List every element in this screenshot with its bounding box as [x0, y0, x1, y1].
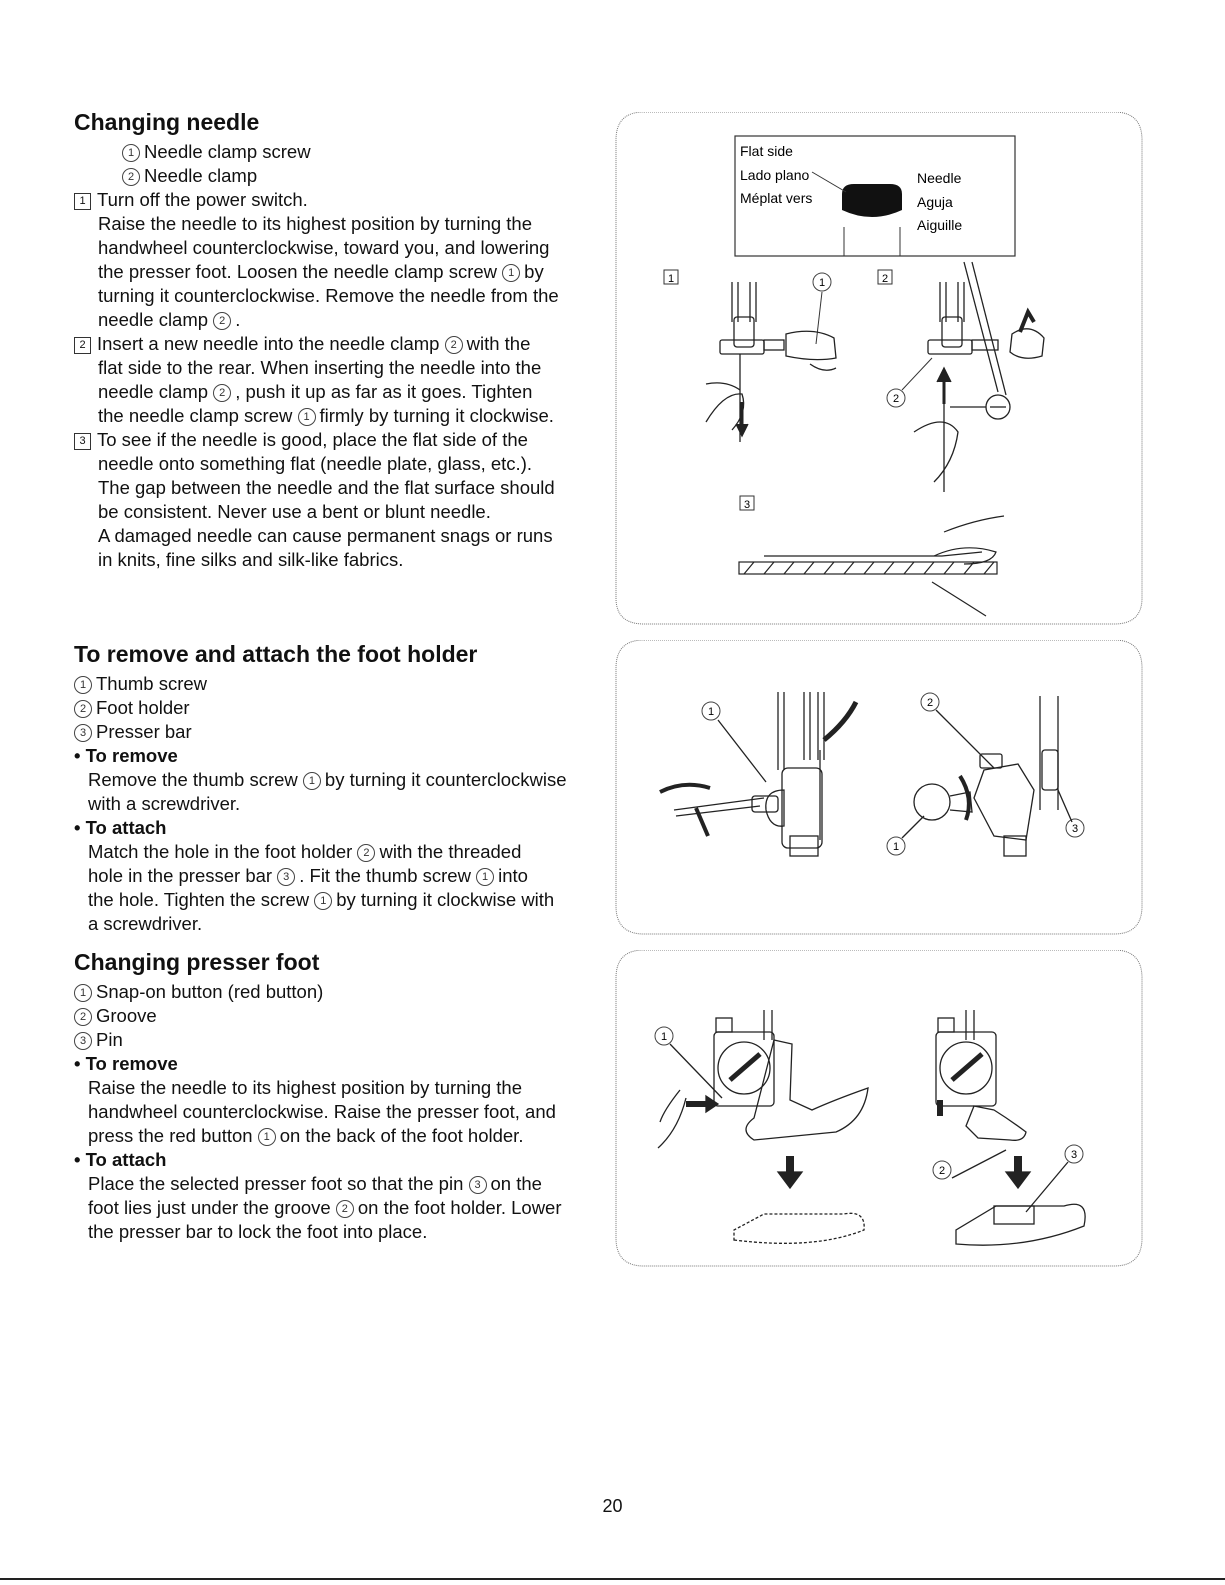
step-2-line: the needle clamp screw 1 firmly by turning it clockwise. [98, 405, 554, 426]
figure-needle [614, 112, 1144, 626]
leader-line [902, 358, 932, 390]
paragraph-line: hole in the presser bar 3 . Fit the thumb screw 1 into [88, 865, 528, 886]
figure-frame [616, 950, 1142, 1266]
needle-cross-section [842, 184, 902, 217]
presser-foot-drawing-left [658, 1010, 868, 1243]
step-1-line: needle clamp 2 . [98, 309, 241, 330]
step-label-3: 3 [743, 499, 751, 511]
paragraph-line: handwheel counterclockwise. Raise the presser foot, and [88, 1101, 556, 1122]
label-aguja: Aguja [917, 194, 953, 210]
subheading: • To remove [74, 745, 178, 766]
flat-surface-drawing [739, 516, 1004, 616]
callout-foot-holder: 2 [926, 697, 934, 709]
list-item: 2 Foot holder [74, 696, 634, 720]
callout-1: 1 [818, 277, 826, 289]
step-1-line: handwheel counterclockwise, toward you, and lowering [98, 237, 550, 258]
callout-number: 2 [122, 168, 140, 186]
list-item: 2 Needle clamp [74, 164, 614, 188]
subheading: • To attach [74, 817, 167, 838]
needle-clamp-drawing-left [706, 282, 836, 442]
list-item: 3 Pin [74, 1028, 634, 1052]
step-3-line: 3 To see if the needle is good, place the flat side of the [74, 428, 614, 452]
list-item: 1 Needle clamp screw [74, 140, 614, 164]
needle-clamp-drawing-right [914, 262, 1044, 492]
section-foot-holder [74, 640, 634, 936]
step-2-line: needle clamp 2 , push it up as far as it goes. Tighten [98, 381, 533, 402]
section-title: Changing needle [74, 109, 260, 135]
step-2-line: 2 Insert a new needle into the needle clamp 2 with the [74, 332, 614, 356]
leader-line [816, 292, 822, 344]
step-1-line: Raise the needle to its highest position by turning the [98, 213, 533, 234]
step-label-2: 2 [881, 273, 889, 285]
section-changing-needle [74, 108, 614, 572]
leader-line [812, 172, 846, 192]
paragraph-line: press the red button 1 on the back of the foot holder. [88, 1125, 524, 1146]
paragraph-line: Place the selected presser foot so that the pin 3 on the [88, 1173, 542, 1194]
step-1-line: turning it counterclockwise. Remove the needle from the [98, 285, 559, 306]
paragraph-line: foot lies just under the groove 2 on the foot holder. Lower [88, 1197, 562, 1218]
step-number: 3 [74, 433, 91, 450]
figure-presser-foot [614, 950, 1144, 1268]
step-3-line: needle onto something flat (needle plate, glass, etc.). [98, 453, 532, 474]
label-needle: Needle [917, 170, 962, 186]
list-item: 3 Presser bar [74, 720, 634, 744]
label-meplat-vers: Méplat vers [740, 190, 813, 206]
callout-thumb-screw-2: 1 [892, 841, 900, 853]
list-item: 1 Thumb screw [74, 672, 634, 696]
step-2-line: flat side to the rear. When inserting the needle into the [98, 357, 542, 378]
callout-number: 1 [122, 144, 140, 162]
step-3-line: in knits, fine silks and silk-like fabrics. [98, 549, 404, 570]
callout-groove: 2 [938, 1165, 946, 1177]
label-flat-side: Flat side [740, 143, 793, 159]
section-presser-foot [74, 948, 634, 1244]
list-item: 2 Groove [74, 1004, 634, 1028]
bottom-rule [0, 1578, 1225, 1580]
foot-holder-drawing-right [902, 696, 1072, 856]
step-1-line: the presser foot. Loosen the needle clamp screw 1 by [98, 261, 544, 282]
step-number: 1 [74, 193, 91, 210]
paragraph-line: Remove the thumb screw 1 by turning it counterclockwise [88, 769, 567, 790]
step-3-line: The gap between the needle and the flat surface should [98, 477, 555, 498]
paragraph-line: a screwdriver. [88, 913, 203, 934]
paragraph-line: Match the hole in the foot holder 2 with the threaded [88, 841, 522, 862]
figure-foot-holder [614, 640, 1144, 936]
list-item: 1 Snap-on button (red button) [74, 980, 634, 1004]
presser-foot-drawing-right [936, 1010, 1085, 1245]
label-lado-plano: Lado plano [740, 167, 810, 183]
step-number: 2 [74, 337, 91, 354]
paragraph-line: the hole. Tighten the screw 1 by turning it clockwise with [88, 889, 555, 910]
callout-thumb-screw: 1 [707, 706, 715, 718]
section-title: Changing presser foot [74, 949, 320, 975]
subheading: • To remove [74, 1053, 178, 1074]
paragraph-line: Raise the needle to its highest position by turning the [88, 1077, 523, 1098]
callout-pin: 3 [1070, 1149, 1078, 1161]
page-number: 20 [602, 1496, 623, 1516]
step-1-line: 1 Turn off the power switch. [74, 188, 614, 212]
callout-2: 2 [892, 393, 900, 405]
step-3-line: be consistent. Never use a bent or blunt needle. [98, 501, 491, 522]
paragraph-line: the presser bar to lock the foot into place. [88, 1221, 428, 1242]
callout-presser-bar: 3 [1071, 823, 1079, 835]
subheading: • To attach [74, 1149, 167, 1170]
label-aiguille: Aiguille [917, 217, 963, 233]
foot-holder-drawing-left [660, 692, 856, 856]
section-title: To remove and attach the foot holder [74, 641, 478, 667]
callout-snap-on-button: 1 [660, 1031, 668, 1043]
step-label-1: 1 [667, 273, 675, 285]
step-3-line: A damaged needle can cause permanent snags or runs [98, 525, 553, 546]
paragraph-line: with a screwdriver. [88, 793, 241, 814]
